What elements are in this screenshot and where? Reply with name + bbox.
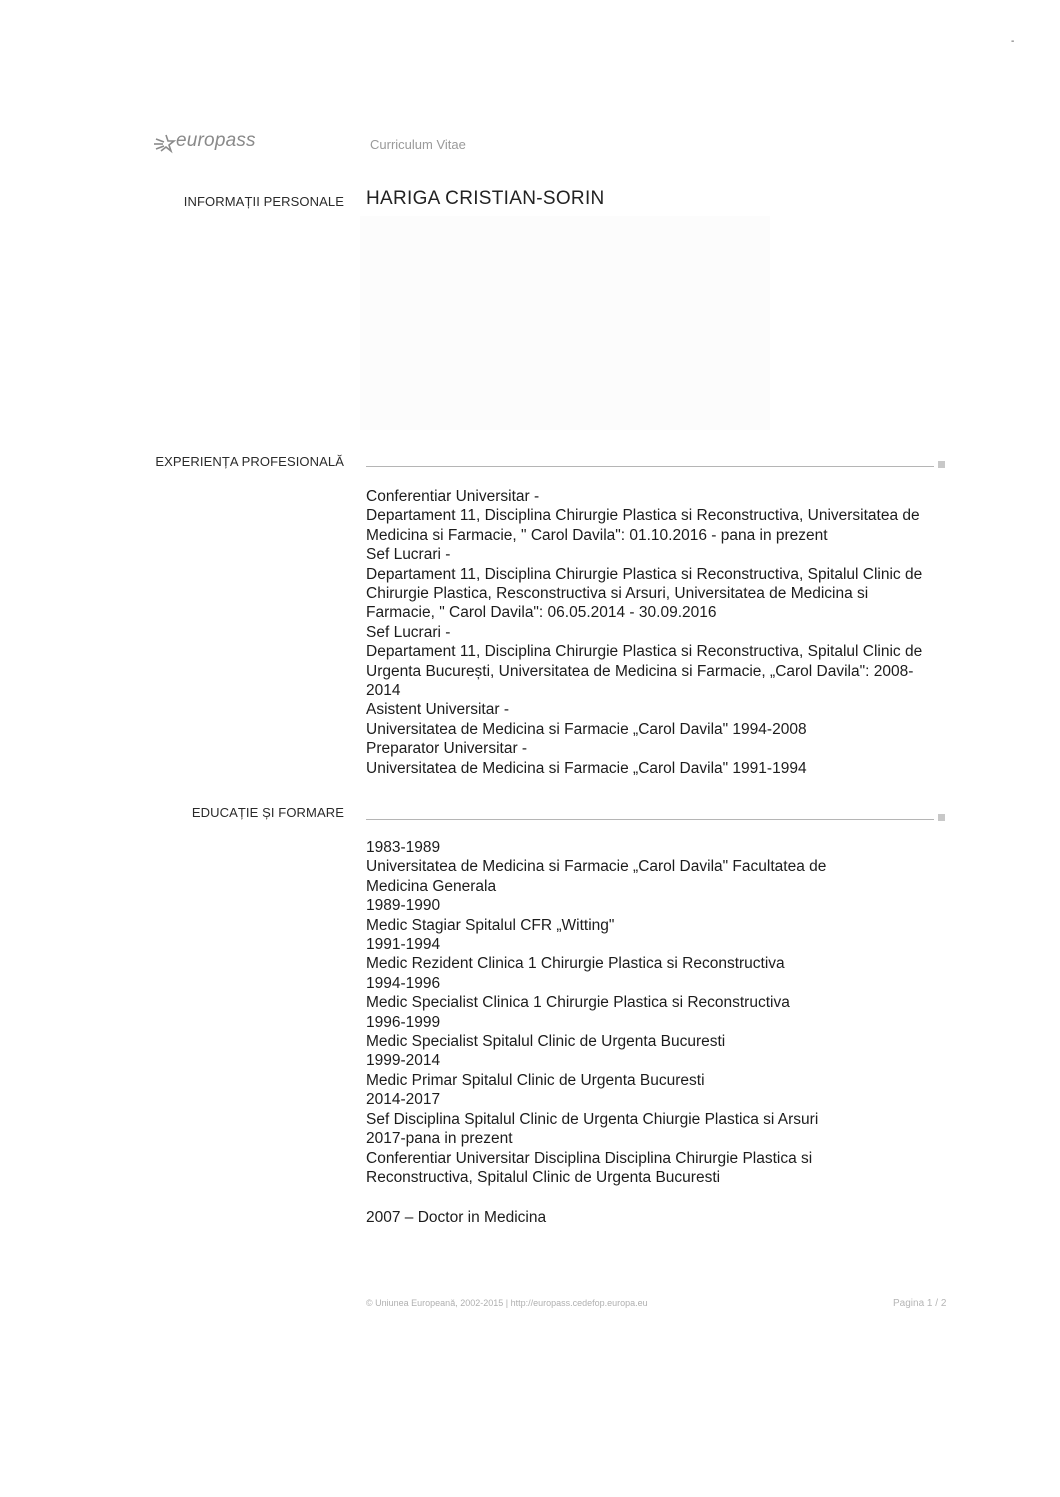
education-line: Medic Specialist Clinica 1 Chirurgie Plastica si Reconstructiva [366, 994, 790, 1012]
personal-details-area [360, 216, 770, 430]
personal-info-label: INFORMAȚII PERSONALE [183, 194, 344, 209]
experience-line: Farmacie, " Carol Davila": 06.05.2014 - 30.09.2016 [366, 604, 717, 622]
experience-line: Chirurgie Plastica, Resconstructiva si Arsuri, Universitatea de Medicina si [366, 585, 869, 603]
europass-star-icon [152, 131, 178, 157]
logo-text: europass [176, 130, 256, 151]
education-divider-marker [938, 814, 945, 821]
education-line: Universitatea de Medicina si Farmacie „Carol Davila" Facultatea de [366, 858, 827, 876]
education-line: Reconstructiva, Spitalul Clinic de Urgenta Bucuresti [366, 1168, 721, 1186]
experience-divider [366, 466, 934, 467]
experience-line: Departament 11, Disciplina Chirurgie Plastica si Reconstructiva, Spitalul Clinic de [366, 565, 923, 583]
experience-divider-marker [938, 461, 945, 468]
footer-copyright: © Uniunea Europeană, 2002-2015 | http://europass.cedefop.europa.eu [366, 1298, 648, 1308]
education-line: 1989-1990 [366, 897, 441, 915]
experience-line: Medicina si Farmacie, " Carol Davila": 01.10.2016 - pana in prezent [366, 526, 828, 544]
experience-line: Universitatea de Medicina si Farmacie „Carol Davila" 1994-2008 [366, 720, 807, 738]
experience-line: 2014 [366, 682, 401, 700]
experience-line: Urgenta București, Universitatea de Medicina si Farmacie, „Carol Davila": 2008- [366, 662, 914, 680]
experience-line: Sef Lucrari - [366, 546, 451, 564]
education-line: Medic Rezident Clinica 1 Chirurgie Plastica si Reconstructiva [366, 955, 785, 973]
education-line: 1996-1999 [366, 1013, 441, 1031]
experience-line: Departament 11, Disciplina Chirurgie Plastica si Reconstructiva, Spitalul Clinic de [366, 643, 923, 661]
education-line: Sef Disciplina Spitalul Clinic de Urgenta Chiurgie Plastica si Arsuri [366, 1110, 819, 1128]
experience-line: Preparator Universitar - [366, 740, 528, 758]
doctorate-line: 2007 – Doctor in Medicina [366, 1209, 547, 1226]
education-line: Medic Primar Spitalul Clinic de Urgenta Bucuresti [366, 1071, 705, 1089]
education-divider [366, 819, 934, 820]
document-title: Curriculum Vitae [370, 137, 466, 152]
education-line: 1994-1996 [366, 974, 441, 992]
experience-label: EXPERIENȚA PROFESIONALĂ [155, 454, 344, 469]
education-line: 1999-2014 [366, 1052, 441, 1070]
experience-line: Universitatea de Medicina si Farmacie „Carol Davila" 1991-1994 [366, 759, 807, 777]
education-list [366, 838, 946, 1187]
experience-line: Departament 11, Disciplina Chirurgie Plastica si Reconstructiva, Universitatea de [366, 507, 920, 525]
education-line: 2017-pana in prezent [366, 1130, 513, 1148]
education-line: Conferentiar Universitar Disciplina Disciplina Chirurgie Plastica si [366, 1149, 813, 1167]
education-line: 1991-1994 [366, 936, 441, 954]
education-line: Medicina Generala [366, 877, 497, 895]
experience-line: Asistent Universitar - [366, 701, 509, 719]
education-line: Medic Specialist Spitalul Clinic de Urgenta Bucuresti [366, 1033, 726, 1051]
experience-line: Conferentiar Universitar - [366, 488, 540, 505]
education-line: Medic Stagiar Spitalul CFR „Witting" [366, 916, 615, 934]
experience-line: Sef Lucrari - [366, 623, 451, 641]
person-name: HARIGA CRISTIAN-SORIN [366, 188, 605, 209]
education-line: 1983-1989 [366, 839, 441, 856]
experience-list [366, 487, 946, 778]
footer-page-number: Pagina 1 / 2 [893, 1298, 947, 1309]
education-label: EDUCAȚIE ȘI FORMARE [191, 805, 344, 820]
education-line: 2014-2017 [366, 1091, 441, 1109]
scan-mark: - [1011, 36, 1015, 47]
europass-logo [152, 128, 282, 158]
